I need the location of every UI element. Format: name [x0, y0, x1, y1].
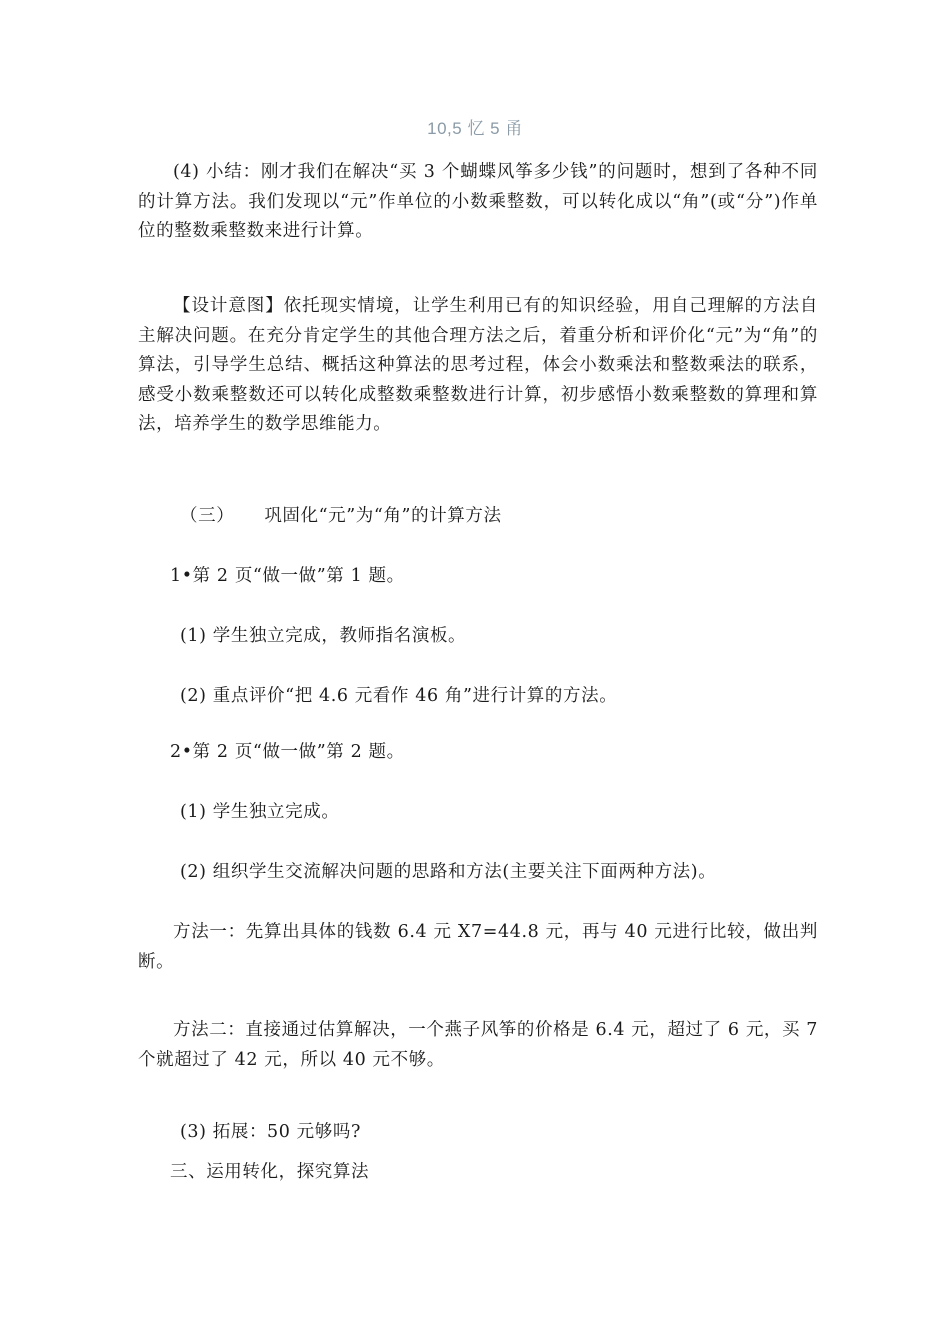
part-three-heading: 三、运用转化，探究算法 [170, 1162, 370, 1182]
exercise-2: 2•第 2 页“做一做”第 2 题。 [170, 742, 405, 762]
design-intent-paragraph: 【设计意图】依托现实情境，让学生利用已有的知识经验，用自己理解的方法自主解决问题。在充分肯定学生的其他合理方法之后，着重分析和评价化“元”为“角”的算法，引导学生总结、概括这种算法的思考过程，体会小数乘法和整数乘法的联系，感受小数乘整数还可以转化成整数乘整数进行计算，初步感悟小数乘整数的算理和算法，培养学生的数学思维能力。 [138, 296, 818, 434]
section-number: （三） [180, 506, 235, 526]
exercise-2-step-2: (2) 组织学生交流解决问题的思路和方法(主要关注下面两种方法)。 [180, 862, 717, 882]
exercise-1: 1•第 2 页“做一做”第 1 题。 [170, 566, 405, 586]
section-title: 巩固化“元”为“角”的计算方法 [264, 506, 502, 526]
exercise-1-step-2: (2) 重点评价“把 4.6 元看作 46 角”进行计算的方法。 [180, 686, 618, 706]
summary-paragraph: (4) 小结：刚才我们在解决“买 3 个蝴蝶风筝多少钱”的问题时，想到了各种不同的计算方法。我们发现以“元”作单位的小数乘整数，可以转化成以“角”(或“分”)作单位的整数乘整数来进行计算。 [138, 162, 818, 241]
section-heading [180, 504, 502, 528]
exercise-2-step-1: (1) 学生独立完成。 [180, 802, 340, 822]
extension-question: (3) 拓展：50 元够吗? [180, 1122, 361, 1142]
exercise-1-step-1: (1) 学生独立完成，教师指名演板。 [180, 626, 467, 646]
method-two-paragraph: 方法二：直接通过估算解决，一个燕子风筝的价格是 6.4 元，超过了 6 元，买 7 个就超过了 42 元，所以 40 元不够。 [138, 1020, 819, 1070]
method-one-paragraph: 方法一：先算出具体的钱数 6.4 元 X7=44.8 元，再与 40 元进行比较，做出判断。 [138, 922, 818, 972]
page-header: 10,5 忆 5 甬 [427, 119, 523, 138]
